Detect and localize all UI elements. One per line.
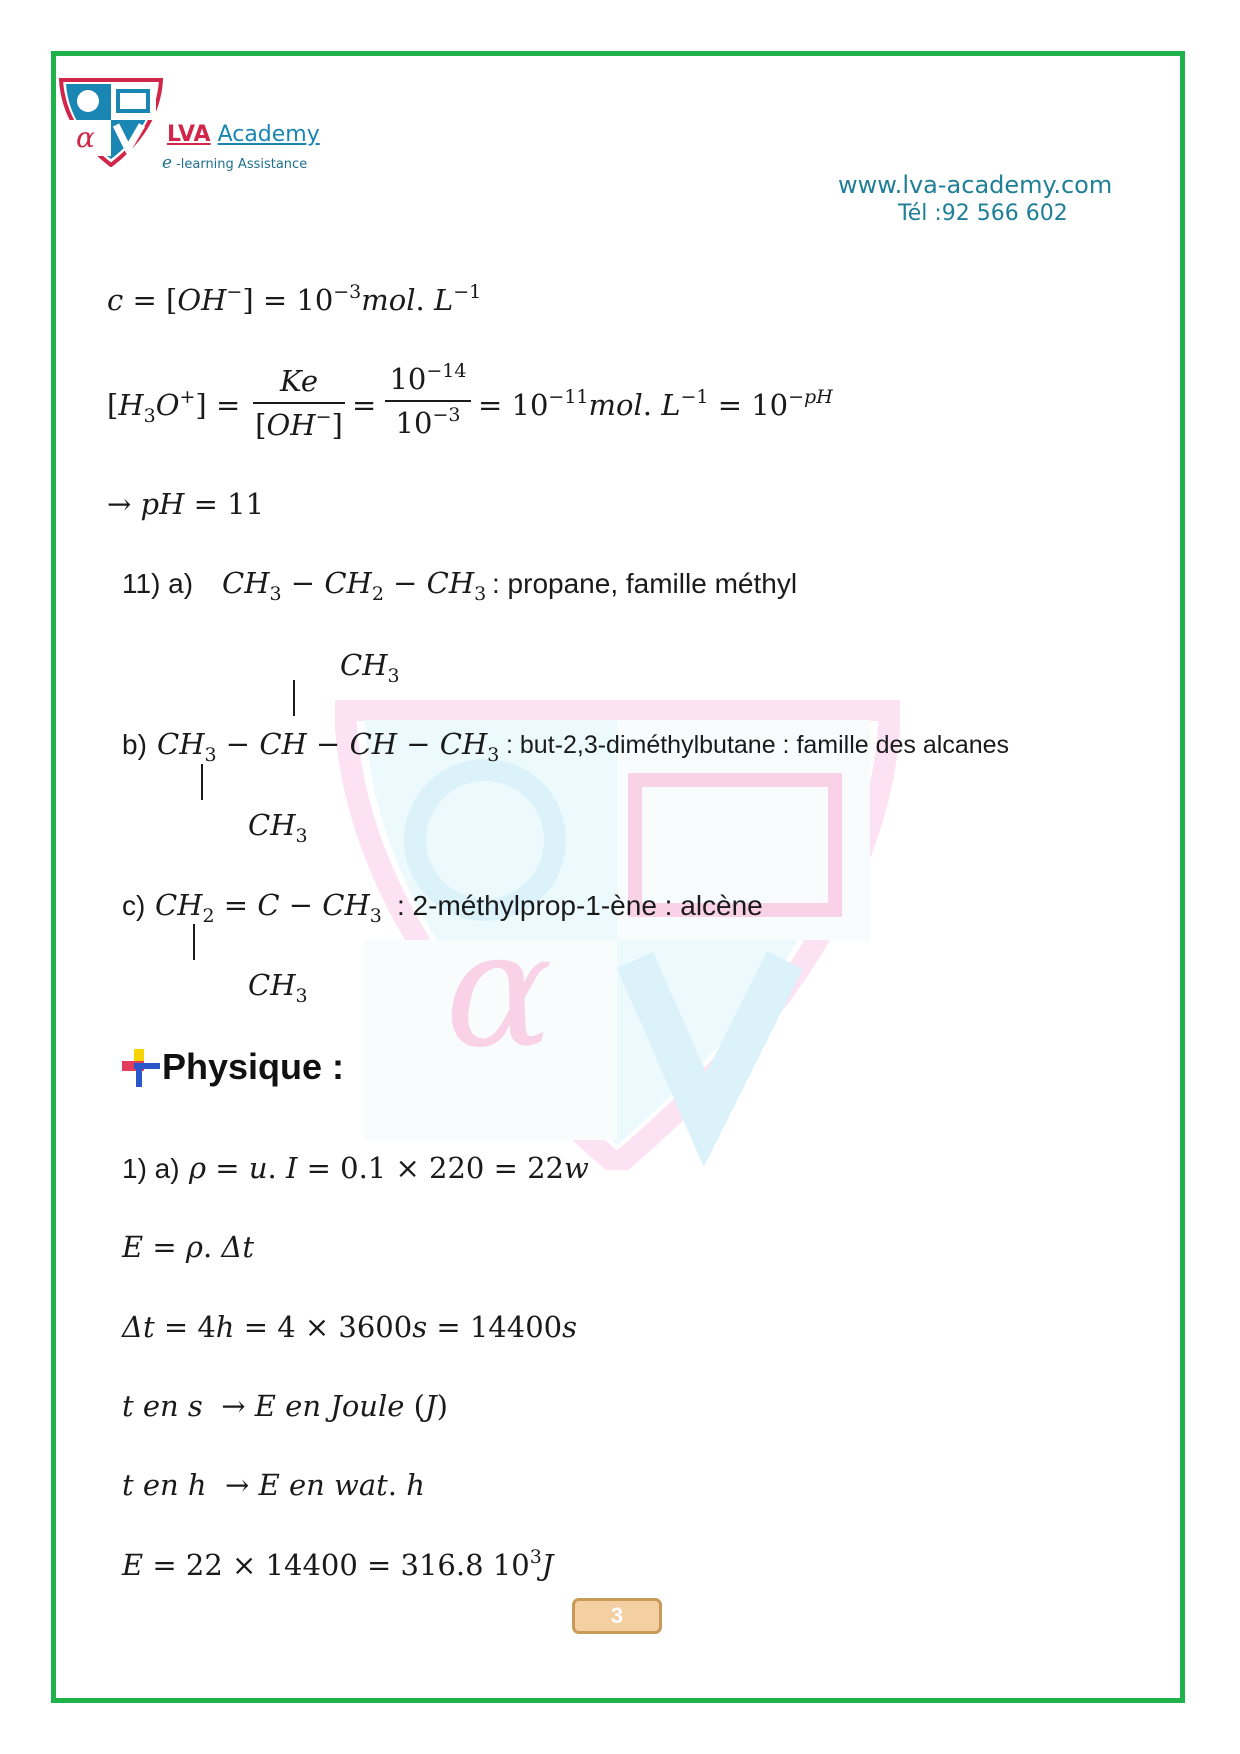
svg-text:α: α [445, 896, 554, 1083]
website-link[interactable]: www.lva-academy.com [838, 171, 1113, 199]
fraction-powers-of-ten: $10^{-14}$ $10^{-3}$ [385, 362, 471, 440]
equation-energy-result: E = 22 × 14400 = 316.8 $10^3J$ [122, 1546, 554, 1582]
equals-sign: = [352, 388, 377, 422]
svg-text:α: α [76, 121, 95, 154]
formula-dimethylbutane: $CH_3$ − CH − CH − $CH_3$ [157, 727, 500, 766]
question-1a-label: 1) a) [122, 1153, 180, 1184]
formula-propane: $CH_3 - CH_2 - CH_3$ [222, 566, 487, 605]
branch-ch3-bottom: $CH_3$ [248, 808, 308, 847]
tagline-text: -learning Assistance [176, 157, 308, 172]
equation-oh-concentration: $c = [OH^-] = 10^{-3}mol$. $L^{-1}$ [107, 281, 482, 317]
equation-energy: E = ρ. Δt [122, 1230, 255, 1264]
bond-line-top [293, 680, 295, 716]
equation-power: ρ = u. I = 0.1 × 220 = 22w [189, 1151, 589, 1185]
question-11b-label: b) [122, 729, 147, 760]
brand-name [167, 122, 320, 147]
brand-lva: LVA [167, 122, 211, 147]
equation-ph-result: → pH = 11 [107, 487, 265, 521]
brand-tagline [162, 153, 307, 173]
question-11a-label: 11) a) [122, 568, 194, 599]
phone-number: Tél :92 566 602 [898, 201, 1068, 226]
equation-delta-t: Δt = 4h = 4 × 3600s = 14400s [122, 1310, 577, 1344]
equation-h3o-left: $[H_3O^+]$ = [107, 386, 241, 427]
page-number-badge: 3 [572, 1598, 662, 1634]
question-11a-description: : propane, famille méthyl [492, 568, 798, 599]
equation-h3o-right: = $10^{-11}mol$. $L^{-1} = 10^{-pH}$ [478, 386, 833, 422]
watermark-shield-icon [335, 700, 900, 1170]
section-heading-physique: Physique : [162, 1046, 345, 1087]
tagline-e: e [162, 153, 173, 173]
bond-line-c [193, 924, 195, 960]
formula-methylpropene: $CH_2 = C - CH_3$ [155, 888, 382, 927]
branch-ch3-c: $CH_3$ [248, 968, 308, 1007]
brand-academy: Academy [217, 122, 320, 147]
fraction-ke-over-oh: Ke [OH−] [253, 364, 345, 442]
unit-note-seconds: t en s → E en Joule (J) [122, 1389, 448, 1423]
branch-ch3-top: $CH_3$ [340, 648, 400, 687]
question-11b-description: : but-2,3-diméthylbutane : famille des alcanes [506, 731, 1010, 759]
question-11c-description: : 2-méthylprop-1-ène : alcène [397, 890, 763, 921]
question-11c-label: c) [122, 890, 146, 921]
heading-bullet-icon [122, 1049, 160, 1087]
unit-note-hours: t en h → E en wat. h [122, 1468, 425, 1502]
lva-logo-icon [58, 77, 164, 167]
bond-line-bottom [201, 764, 203, 800]
